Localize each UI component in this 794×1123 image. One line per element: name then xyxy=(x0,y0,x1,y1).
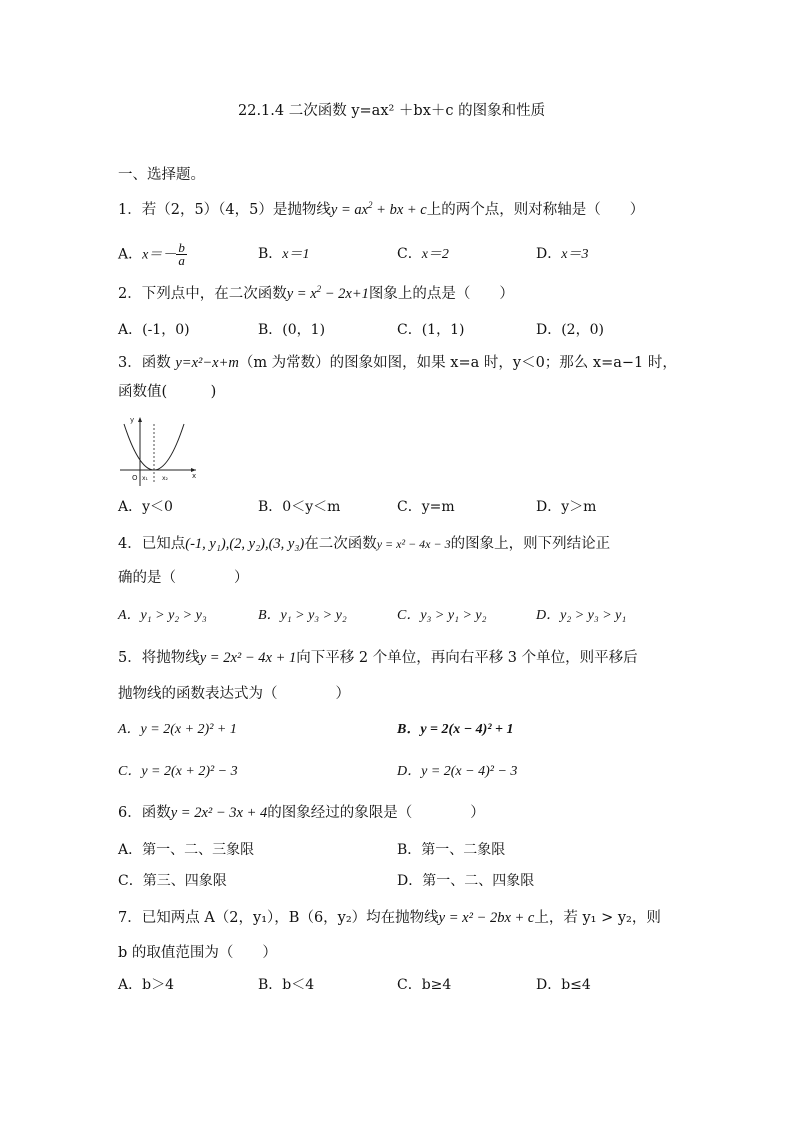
points-list: (-1, y₁),(2, y₂),(3, y₃) xyxy=(185,536,305,552)
x1-label: x₁ xyxy=(142,475,148,482)
question-text: （m 为常数）的图象如图，如果 x=a 时，y＜0；那么 x=a−1 时， xyxy=(238,355,677,371)
option-text: x＝2 xyxy=(421,247,449,262)
option-c[interactable] xyxy=(397,244,449,265)
option-label: B． xyxy=(258,246,283,262)
question-2 xyxy=(118,284,514,304)
question-text: 6．函数 xyxy=(118,805,171,821)
option-b[interactable]: B．b＜4 xyxy=(258,977,315,993)
origin-label: O xyxy=(132,474,138,482)
option-c[interactable]: C．第三、四象限 xyxy=(118,873,227,889)
quadratic-formula: y = 2x² − 4x + 1 xyxy=(199,650,297,666)
question-text: 7．已知两点 A（2，y₁），B（6，y₂）均在抛物线 xyxy=(118,910,439,926)
question-text: 4．已知点 xyxy=(118,536,186,552)
option-d[interactable]: D．y＞m xyxy=(536,499,597,515)
option-d[interactable]: D．(2，0) xyxy=(536,322,604,338)
question-5 xyxy=(118,648,638,668)
question-4-line-2: 确的是（ ） xyxy=(118,570,249,586)
option-a[interactable]: A．第一、二、三象限 xyxy=(118,842,255,858)
question-text: 上，若 y₁ > y₂，则 xyxy=(534,910,661,926)
option-b[interactable]: B．y = 2(x − 4)² + 1 xyxy=(397,722,514,737)
question-4 xyxy=(118,534,610,554)
option-c[interactable]: C．y = 2(x + 2)² − 3 xyxy=(118,764,238,779)
option-a[interactable]: A．b＞4 xyxy=(118,977,174,993)
option-a[interactable]: A．(-1，0) xyxy=(118,322,190,338)
y-axis-label: y xyxy=(130,416,135,424)
option-label: D． xyxy=(536,246,562,262)
question-text: 向下平移 2 个单位，再向右平移 3 个单位，则平移后 xyxy=(296,650,638,666)
x-axis-label: x xyxy=(192,472,197,480)
question-3 xyxy=(118,353,677,373)
question-text: 的图象经过的象限是（ ） xyxy=(267,805,485,821)
option-b[interactable]: B．0＜y＜m xyxy=(258,499,341,515)
question-text: 3．函数 xyxy=(118,355,176,371)
y-axis-arrow-icon xyxy=(138,417,142,422)
quadratic-formula: $y = x^2 - 2x+1$ xyxy=(286,284,369,302)
option-d[interactable]: D．y = 2(x − 4)² − 3 xyxy=(397,764,518,779)
quadratic-formula: y = 2x² − 3x + 4 xyxy=(170,805,268,821)
parabola-curve xyxy=(124,424,184,470)
option-b[interactable]: B．第一、二象限 xyxy=(397,842,506,858)
question-7 xyxy=(118,908,661,928)
question-7-line-2: b 的取值范围为（ ） xyxy=(118,945,277,961)
option-text: x＝1 xyxy=(282,247,310,262)
parabola-graph xyxy=(118,412,200,488)
fraction-denominator: a xyxy=(178,253,185,268)
option-d[interactable]: D．b≤4 xyxy=(536,977,591,993)
option-text: x＝3 xyxy=(561,247,589,262)
question-6 xyxy=(118,803,485,823)
option-b[interactable]: B．(0，1) xyxy=(258,322,326,338)
option-d[interactable]: D．第一、二、四象限 xyxy=(397,873,535,889)
question-5-line-2: 抛物线的函数表达式为（ ） xyxy=(118,686,350,702)
option-a[interactable]: A．y＜0 xyxy=(118,499,173,515)
option-d[interactable]: D．y₂ > y₃ > y₁ xyxy=(536,608,627,623)
question-text: 若（2，5）（4，5）是抛物线 xyxy=(141,202,331,218)
option-text: x＝－ xyxy=(142,247,177,263)
option-label: C． xyxy=(397,246,422,262)
question-text: 2．下列点中，在二次函数 xyxy=(118,286,287,302)
option-c[interactable]: C．y=m xyxy=(397,499,455,515)
section-heading: 一、选择题。 xyxy=(118,167,205,183)
option-d[interactable] xyxy=(536,244,588,265)
question-text: 图象上的点是（ ） xyxy=(368,286,514,302)
quadratic-formula: y=x²−x+m xyxy=(175,355,239,371)
option-b[interactable]: B．y₁ > y₃ > y₂ xyxy=(258,608,347,623)
option-label: A． xyxy=(118,246,143,263)
fraction-numerator: b xyxy=(178,240,185,255)
option-a[interactable]: A．y = 2(x + 2)² + 1 xyxy=(118,722,237,737)
quadratic-formula: y = x² − 4x − 3 xyxy=(376,537,451,551)
fraction-b-over-a xyxy=(176,242,187,267)
question-text: 的图象上，则下列结论正 xyxy=(450,536,611,552)
option-c[interactable]: C．(1，1) xyxy=(397,322,465,338)
question-text: 在二次函数 xyxy=(304,536,377,552)
option-c[interactable]: C．y₃ > y₁ > y₂ xyxy=(397,608,487,623)
quadratic-formula: y = x² − 2bx + c xyxy=(438,910,535,926)
question-1 xyxy=(118,200,644,220)
question-text: 5．将抛物线 xyxy=(118,650,200,666)
question-3-line-2: 函数值( ) xyxy=(118,384,217,400)
question-text: 上的两个点，则对称轴是（ ） xyxy=(426,202,645,218)
parabola-formula: $y = ax^2$ + bx + c xyxy=(330,200,427,218)
question-number: 1． xyxy=(118,202,142,218)
x2-label: x₂ xyxy=(162,475,168,482)
option-b[interactable] xyxy=(258,244,310,265)
option-c[interactable]: C．b≥4 xyxy=(397,977,452,993)
option-a[interactable]: A．y₁ > y₂ > y₃ xyxy=(118,608,207,623)
option-a[interactable] xyxy=(118,242,187,267)
page-title: 22.1.4 二次函数 y=ax² ＋bx＋c 的图象和性质 xyxy=(238,103,546,119)
